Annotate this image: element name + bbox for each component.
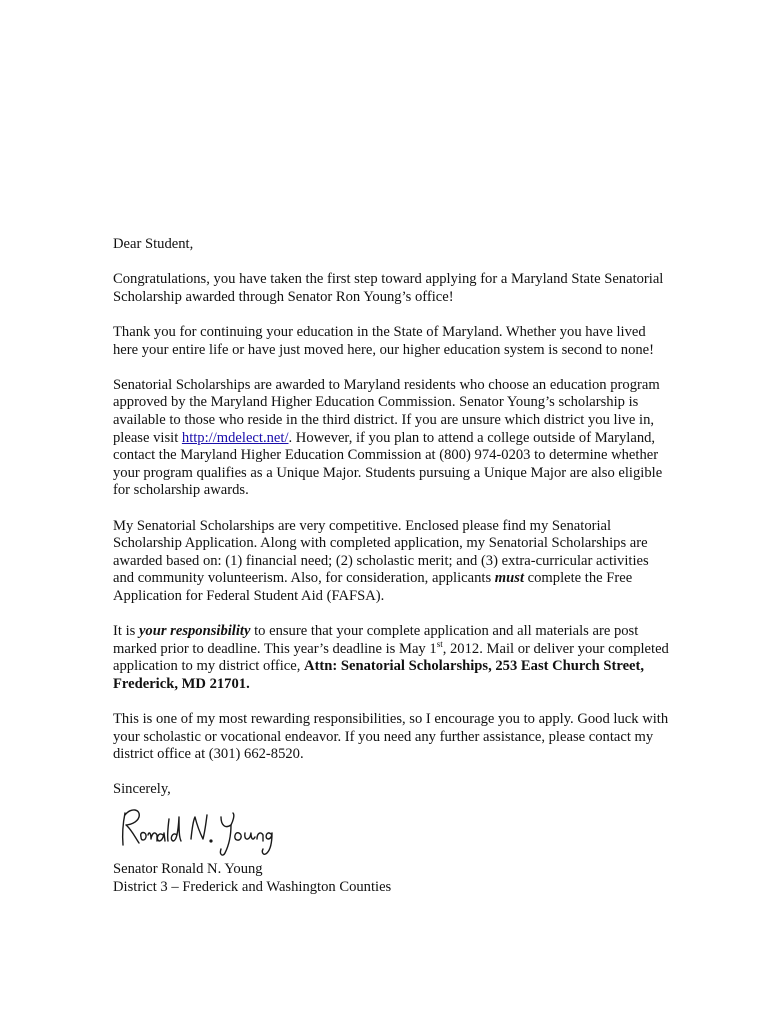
letter-body — [113, 236, 673, 896]
deadline-text-b: to ensure that your complete application and all materials are post marked prior to deadline. This year’s deadline is May 1 — [113, 623, 639, 657]
deadline-text-a: It is — [113, 623, 139, 640]
mailing-address: Attn: Senatorial Scholarships, 253 East Church Street, Frederick, MD 21701. — [113, 658, 645, 692]
emphasis-responsibility: your responsibility — [138, 623, 251, 640]
paragraph-eligibility — [113, 377, 673, 500]
competitive-text-a: My Senatorial Scholarships are very competitive. Enclosed please find my Senatorial Scholarship Application. Along with completed application, my Senatorial Scholarships are awarded based on: (1) financial need; (2) scholastic merit; and (3) extra-curricular activities and community volunteerism. Also, for consideration, applicants — [113, 517, 649, 587]
signer-district: District 3 – Frederick and Washington Counties — [113, 878, 392, 895]
paragraph-congratulations: Congratulations, you have taken the first step toward applying for a Maryland State Senatorial Scholarship awarded through Senator Ron Young’s office! — [113, 271, 664, 305]
paragraph-deadline — [113, 623, 673, 693]
handwritten-signature — [117, 803, 277, 861]
signature-block — [113, 781, 673, 896]
mdelect-link[interactable]: http://mdelect.net/ — [181, 429, 289, 446]
paragraph-competitive — [113, 518, 673, 606]
ordinal-suffix: st — [436, 638, 443, 649]
greeting: Dear Student, — [113, 236, 194, 252]
emphasis-must: must — [494, 570, 524, 587]
closing: Sincerely, — [113, 781, 171, 798]
competitive-text-b: complete the Free Application for Federal Student Aid (FAFSA). — [113, 570, 633, 604]
signer-name: Senator Ronald N. Young — [113, 861, 263, 877]
eligibility-text-b: . However, if you plan to attend a college outside of Maryland, contact the Maryland Higher Education Commission at (800) 974-0203 to determine whether your program qualifies as a Unique Major. Students pursuing a Unique Major are also eligible for scholarship awards. — [113, 429, 663, 499]
eligibility-text-a: Senatorial Scholarships are awarded to Maryland residents who choose an education program approved by the Maryland Higher Education Commission. Senator Young’s scholarship is available to those who reside in the third district. If you are unsure which district you live in, please visit — [113, 376, 660, 446]
paragraph-thank-you: Thank you for continuing your education in the State of Maryland. Whether you have lived here your entire life or have just moved here, our higher education system is second to none! — [113, 323, 655, 358]
deadline-text-c: , 2012. Mail or deliver your completed application to my district office, — [113, 640, 669, 675]
paragraph-encouragement: This is one of my most rewarding responsibilities, so I encourage you to apply. Good luck with your scholastic or vocational endeavor. If you need any further assistance, please contact my district office at (301) 662-8520. — [113, 711, 669, 763]
